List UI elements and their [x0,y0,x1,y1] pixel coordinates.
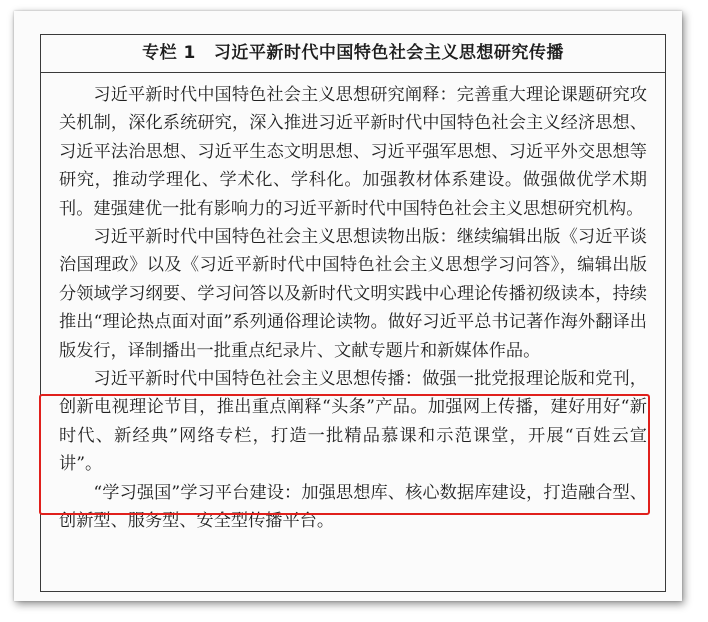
column-box [40,34,666,592]
paragraph-platform: “学习强国”学习平台建设：加强思想库、核心数据库建设，打造融合型、创新型、服务型、安全型传播平台。 [59,482,647,532]
column-box-title [41,35,665,73]
column-label: 专栏 1 [142,43,196,63]
paragraph-publishing: 习近平新时代中国特色社会主义思想读物出版：继续编辑出版《习近平谈治国理政》以及《习近平新时代中国特色社会主义思想学习问答》，编辑出版分领域学习纲要、学习问答以及新时代文明实践中心理论传播初级读本，持续推出“理论热点面对面”系列通俗理论读物。做好习近平总书记著作海外翻译出版发行，译制播出一批重点纪录片、文献专题片和新媒体作品。 [59,227,647,361]
column-body [41,73,665,536]
column-title: 习近平新时代中国特色社会主义思想研究传播 [213,43,564,63]
paragraph-research: 习近平新时代中国特色社会主义思想研究阐释：完善重大理论课题研究攻关机制，深化系统研究，深入推进习近平新时代中国特色社会主义经济思想、习近平法治思想、习近平生态文明思想、习近平强军思想、习近平外交思想等研究，推动学理化、学术化、学科化。加强教材体系建设。做强做优学术期刊。建强建优一批有影响力的习近平新时代中国特色社会主义思想研究机构。 [59,85,647,219]
paragraph-dissemination: 习近平新时代中国特色社会主义思想传播：做强一批党报理论版和党刊，创新电视理论节目，推出重点阐释“头条”产品。加强网上传播，建好用好“新时代、新经典”网络专栏，打造一批精品慕课和示范课堂，开展“百姓云宣讲”。 [59,369,647,475]
scanned-page [14,11,682,601]
